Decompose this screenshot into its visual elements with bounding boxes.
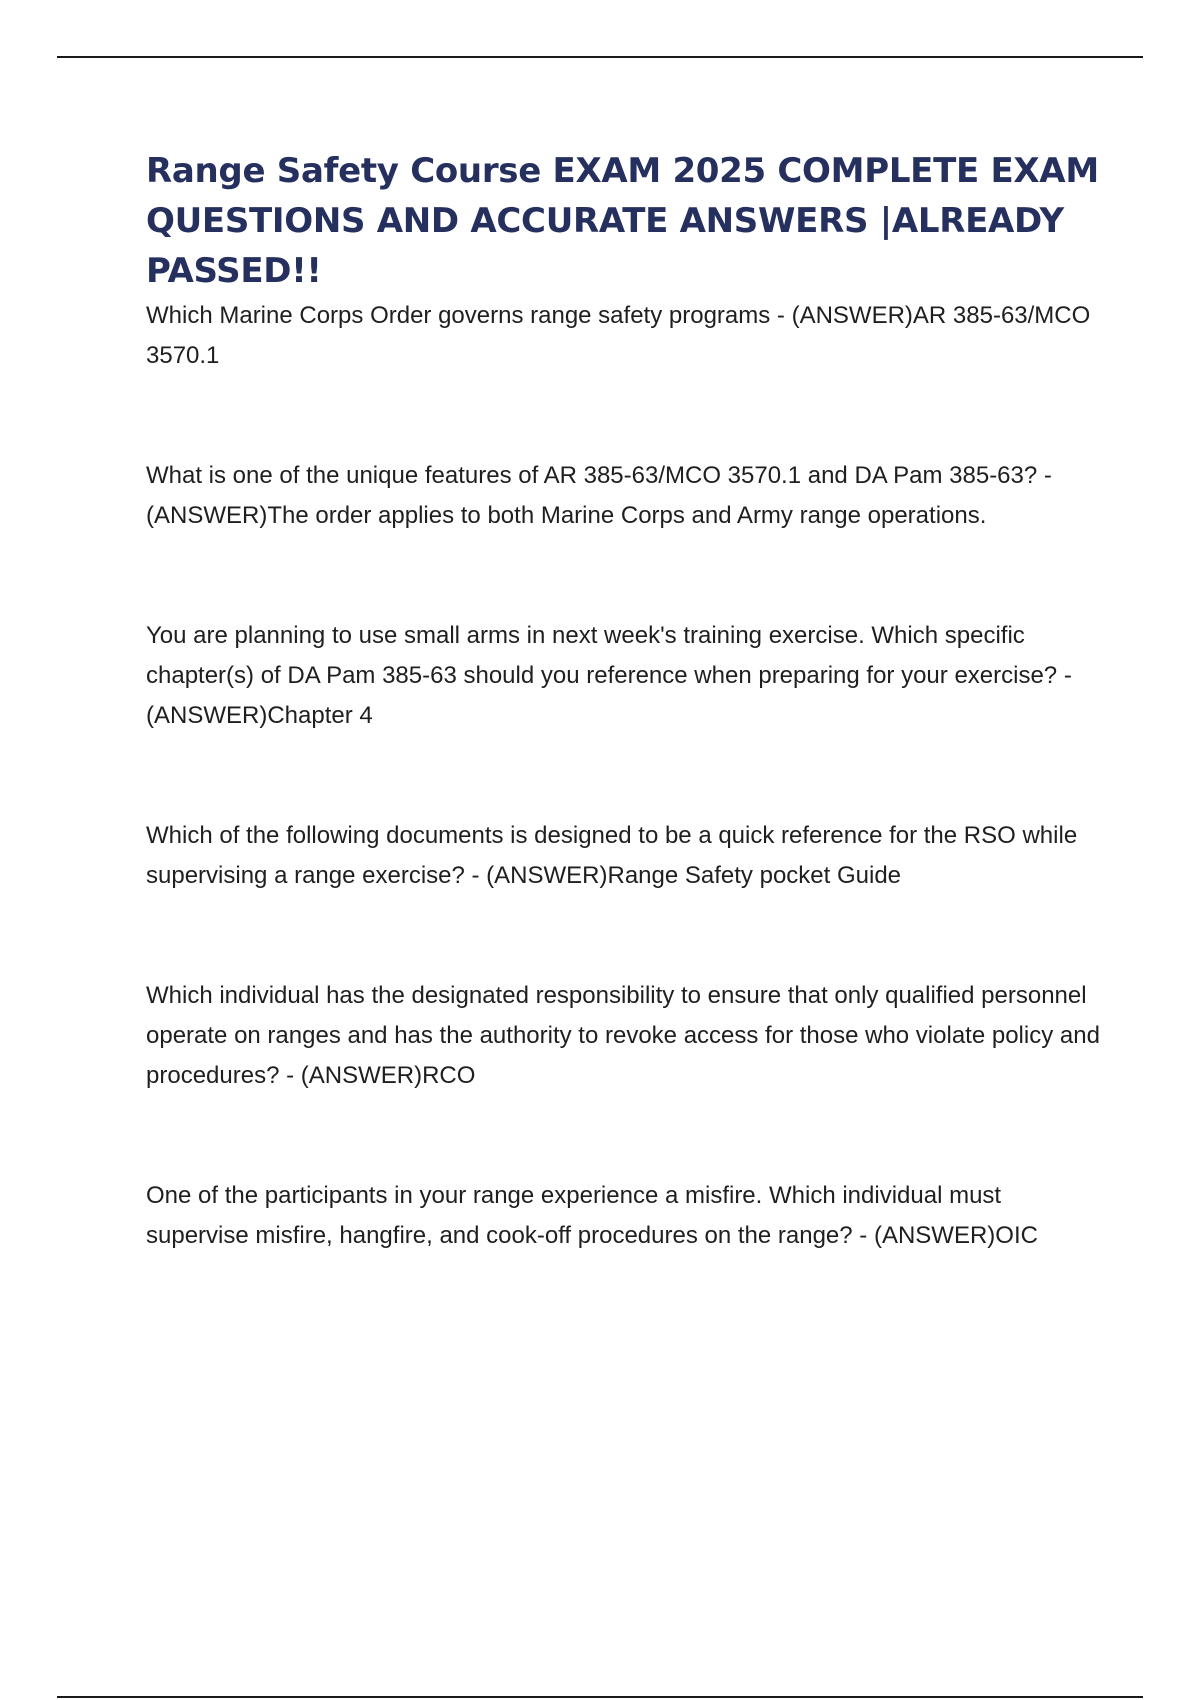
answer-text: (ANSWER)RCO (300, 1062, 476, 1089)
qa-item (146, 976, 1106, 1096)
question-text: What is one of the unique features of AR 385-63/MCO 3570.1 and DA Pam 385-63? - (146, 462, 1052, 489)
question-text: Which of the following documents is designed to be a quick reference for the RSO while supervising a range exercise? - (146, 822, 1078, 889)
document-body (146, 146, 1106, 1256)
question-text: You are planning to use small arms in next week's training exercise. Which specific chapter(s) of DA Pam 385-63 should you reference when preparing for your exercise? - (146, 622, 1072, 689)
header-rule (57, 56, 1143, 58)
answer-text: (ANSWER)The order applies to both Marine Corps and Army range operations. (146, 502, 987, 529)
qa-list (146, 296, 1106, 1256)
qa-item (146, 1176, 1106, 1256)
qa-item (146, 296, 1106, 376)
qa-item (146, 616, 1106, 736)
question-text: Which individual has the designated responsibility to ensure that only qualified personnel operate on ranges and has the authority to revoke access for those who violate policy and procedures? - (146, 982, 1100, 1089)
answer-text: (ANSWER)AR 385-63/MCO 3570.1 (146, 302, 1091, 369)
question-text: One of the participants in your range experience a misfire. Which individual must supervise misfire, hangfire, and cook-off procedures on the range? - (146, 1182, 1002, 1249)
qa-item (146, 816, 1106, 896)
answer-text: (ANSWER)Chapter 4 (146, 702, 373, 729)
question-text: Which Marine Corps Order governs range safety programs - (146, 302, 792, 329)
qa-item (146, 456, 1106, 536)
answer-text: (ANSWER)OIC (873, 1222, 1038, 1249)
document-title: Range Safety Course EXAM 2025 COMPLETE EXAM QUESTIONS AND ACCURATE ANSWERS |ALREADY PASSED!! (146, 151, 1099, 291)
answer-text: (ANSWER)Range Safety pocket Guide (486, 862, 902, 889)
footer-rule (57, 1696, 1143, 1698)
